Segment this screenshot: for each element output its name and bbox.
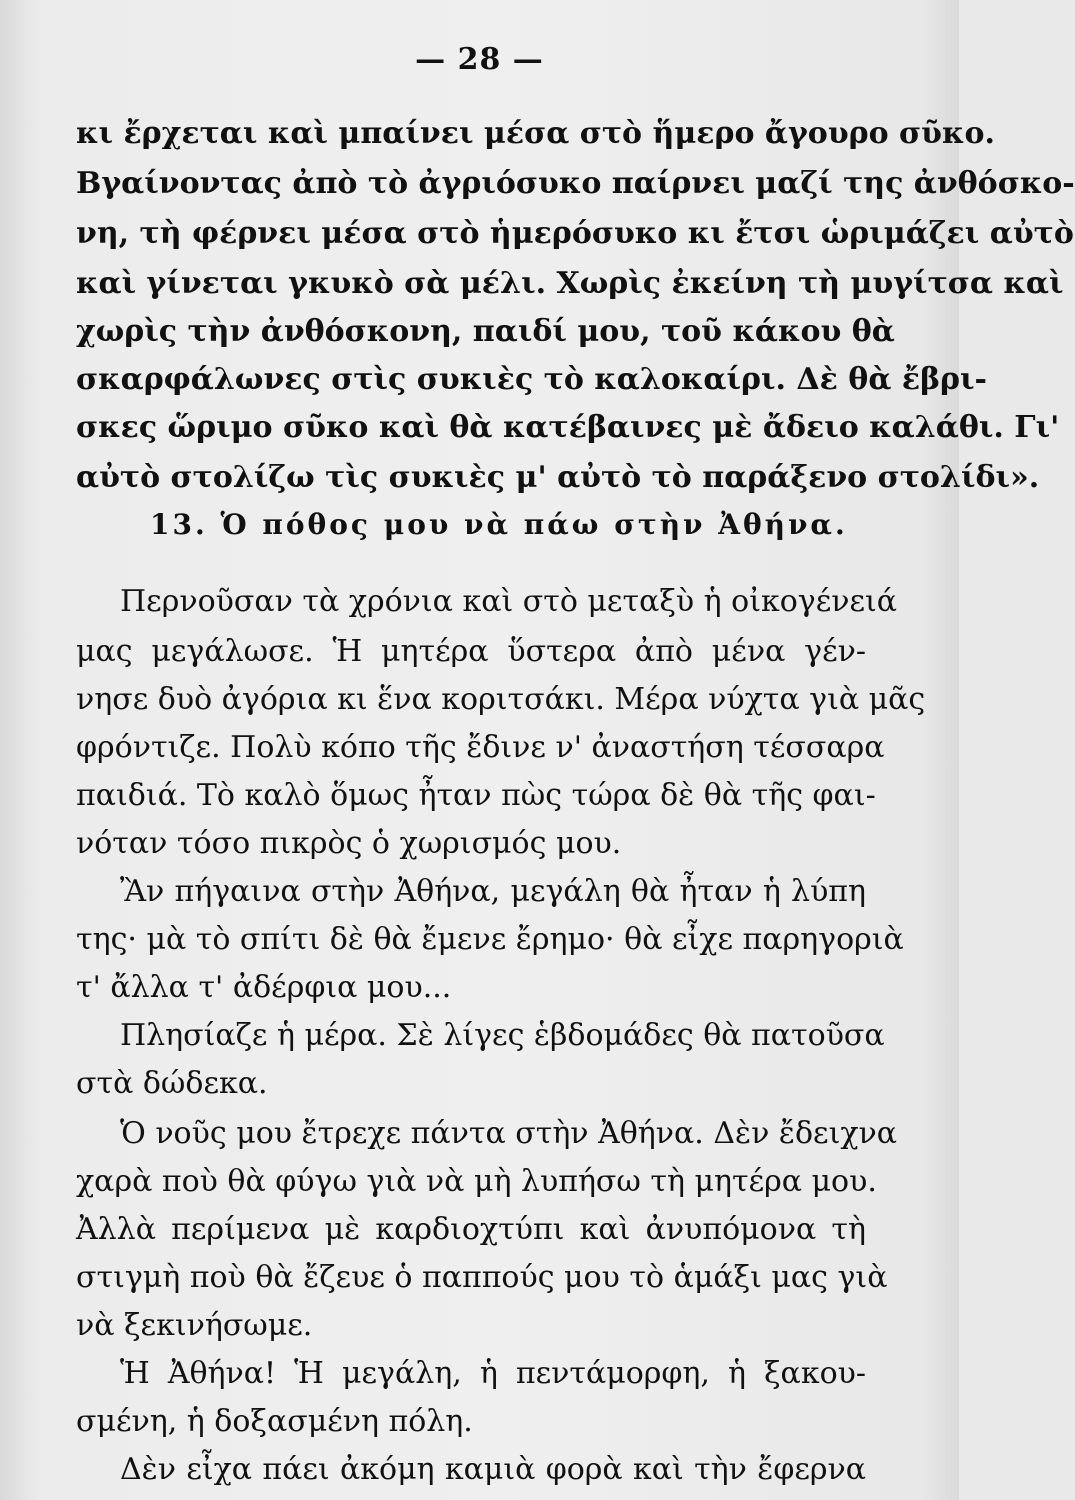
text-line: χωρὶς τὴν ἀνθόσκονη, παιδί μου, τοῦ κάκου θὰ [76,314,895,349]
text-line: Ἡ Ἀθήνα! Ἡ μεγάλη, ἡ πεντάμορφη, ἡ ξακου- [120,1356,866,1391]
text-line: στὰ δώδεκα. [76,1066,268,1101]
text-line: τ' ἄλλα τ' ἀδέρφια μου... [76,970,452,1005]
text-line: Περνοῦσαν τὰ χρόνια καὶ στὸ μεταξὺ ἡ οἰκογένειά [120,584,898,619]
text-line: παιδιά. Τὸ καλὸ ὅμως ἦταν πὼς τώρα δὲ θὰ τῆς φαι- [76,778,876,813]
text-line: κι ἔρχεται καὶ μπαίνει μέσα στὸ ἥμερο ἄγουρο σῦκο. [76,116,995,151]
text-line: νὰ ξεκινήσωμε. [76,1308,313,1343]
text-line: της· μὰ τὸ σπίτι δὲ θὰ ἔμενε ἔρημο· θὰ εἶχε παρηγοριὰ [76,922,904,957]
text-line: στιγμὴ ποὺ θὰ ἔζευε ὁ παππούς μου τὸ ἁμάξι μας γιὰ [76,1260,888,1295]
text-line: Ἀλλὰ περίμενα μὲ καρδιοχτύπι καὶ ἀνυπόμονα τὴ [76,1212,866,1247]
text-line: νησε δυὸ ἀγόρια κι ἕνα κοριτσάκι. Μέρα νύχτα γιὰ μᾶς [76,682,926,717]
text-line: φρόντιζε. Πολὺ κόπο τῆς ἔδινε ν' ἀναστήση τέσσαρα [76,730,885,765]
text-line: Δὲν εἶχα πάει ἀκόμη καμιὰ φορὰ καὶ τὴν ἔφερνα [120,1452,866,1487]
text-line: χαρὰ ποὺ θὰ φύγω γιὰ νὰ μὴ λυπήσω τὴ μητέρα μου. [76,1164,877,1199]
text-line: Ὁ νοῦς μου ἔτρεχε πάντα στὴν Ἀθήνα. Δὲν ἔδειχνα [120,1116,898,1151]
page-number: — 28 — [415,42,544,77]
text-line: σκες ὥριμο σῦκο καὶ θὰ κατέβαινες μὲ ἄδειο καλάθι. Γι' [76,410,1060,445]
text-line: νόταν τόσο πικρὸς ὁ χωρισμός μου. [76,826,622,861]
text-line: Βγαίνοντας ἀπὸ τὸ ἀγριόσυκο παίρνει μαζί της ἀνθόσκο- [76,166,1075,201]
text-line: μας μεγάλωσε. Ἡ μητέρα ὕστερα ἀπὸ μένα γέν- [76,634,866,669]
text-line: Πλησίαζε ἡ μέρα. Σὲ λίγες ἑβδομάδες θὰ πατοῦσα [120,1018,885,1053]
text-line: σμένη, ἡ δοξασμένη πόλη. [76,1404,473,1439]
text-line: σκαρφάλωνες στὶς συκιὲς τὸ καλοκαίρι. Δὲ θὰ ἔβρι- [76,362,987,397]
text-line: αὐτὸ στολίζω τὶς συκιὲς μ' αὐτὸ τὸ παράξενο στολίδι». [76,460,1040,495]
text-line: νη, τὴ φέρνει μέσα στὸ ἡμερόσυκο κι ἔτσι ὡριμάζει αὐτὸ [76,216,1074,251]
section-heading: 13. Ὁ πόθος μου νὰ πάω στὴν Ἀθήνα. [150,508,848,541]
text-line: καὶ γίνεται γκυκὸ σὰ μέλι. Χωρὶς ἐκείνη τὴ μυγίτσα καὶ [76,266,1064,301]
text-line: Ἂν πήγαινα στὴν Ἀθήνα, μεγάλη θὰ ἦταν ἡ λύπη [120,874,866,909]
